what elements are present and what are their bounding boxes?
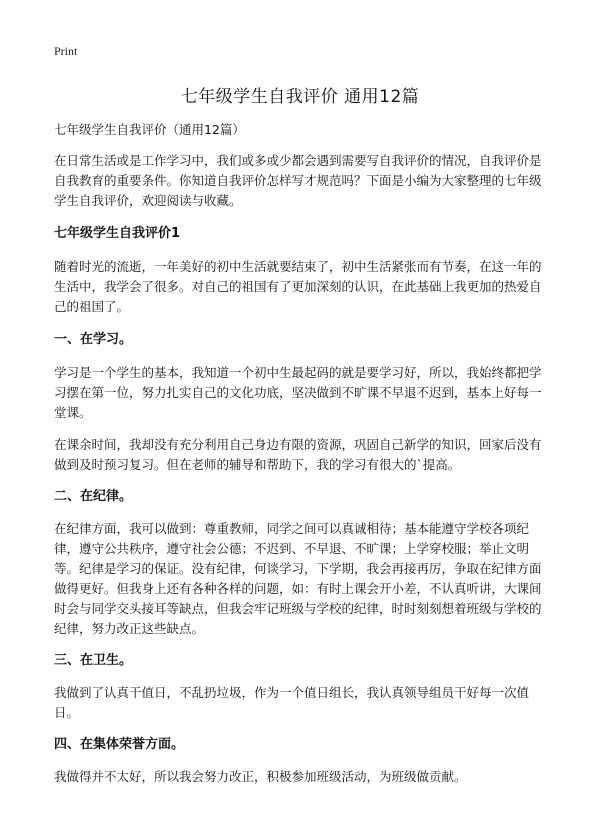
- paragraph-4: 在纪律方面，我可以做到：尊重教师，同学之间可以真诚相待；基本能遵守学校各项纪律，遵守公共秩序，遵守社会公德；不迟到、不早退、不旷课；上学穿校服；举止文明等。纪律是学习的保证。没有纪律，何谈学习，下学期，我会再接再厉，争取在纪律方面做得更好。但我身上还有各种各样的问题，如：有时上课会开小差，不认真听讲，大课间时会与同学交头接耳等缺点，但我会牢记班级与学校的纪律，时时刻刻想着班级与学校的纪律，努力改正这些缺点。: [54, 521, 542, 636]
- print-label[interactable]: Print: [54, 44, 78, 58]
- section-heading: 七年级学生自我评价1: [54, 226, 181, 241]
- heading-hygiene: 三、在卫生。: [54, 653, 133, 668]
- heading-collective-honor: 四、在集体荣誉方面。: [54, 737, 185, 752]
- paragraph-1: 随着时光的流逝，一年美好的初中生活就要结束了，初中生活紧张而有节奏，在这一年的生活中，我学会了很多。对自己的祖国有了更加深刻的认识，在此基础上我更加的热爱自己的祖国了。: [54, 259, 542, 314]
- heading-discipline: 二、在纪律。: [54, 489, 133, 504]
- document-title: 七年级学生自我评价 通用12篇: [180, 87, 420, 107]
- document-body: [54, 120, 550, 787]
- heading-study: 一、在学习。: [54, 332, 133, 347]
- paragraph-3: 在课余时间，我却没有充分利用自己身边有限的资源，巩固自己新学的知识，回家后没有做到及时预习复习。但在老师的辅导和帮助下，我的学习有很大的`提高。: [54, 437, 542, 472]
- paragraph-5: 我做到了认真干值日，不乱扔垃圾，作为一个值日组长，我认真领导组员干好每一次值日。: [54, 685, 530, 720]
- paragraph-6: 我做得并不太好，所以我会努力改正，积极参加班级活动，为班级做贡献。: [54, 769, 467, 784]
- paragraph-2: 学习是一个学生的基本，我知道一个初中生最起码的就是要学习好，所以，我始终都把学习摆在第一位，努力扎实自己的文化功底，坚决做到不旷课不早退不迟到，基本上好每一堂课。: [54, 365, 542, 420]
- intro-paragraph: 在日常生活或是工作学习中，我们或多或少都会遇到需要写自我评价的情况，自我评价是自我教育的重要条件。你知道自我评价怎样写才规范吗？下面是小编为大家整理的七年级学生自我评价，欢迎阅读与收藏。: [54, 153, 542, 208]
- subtitle: 七年级学生自我评价（通用12篇）: [54, 122, 245, 137]
